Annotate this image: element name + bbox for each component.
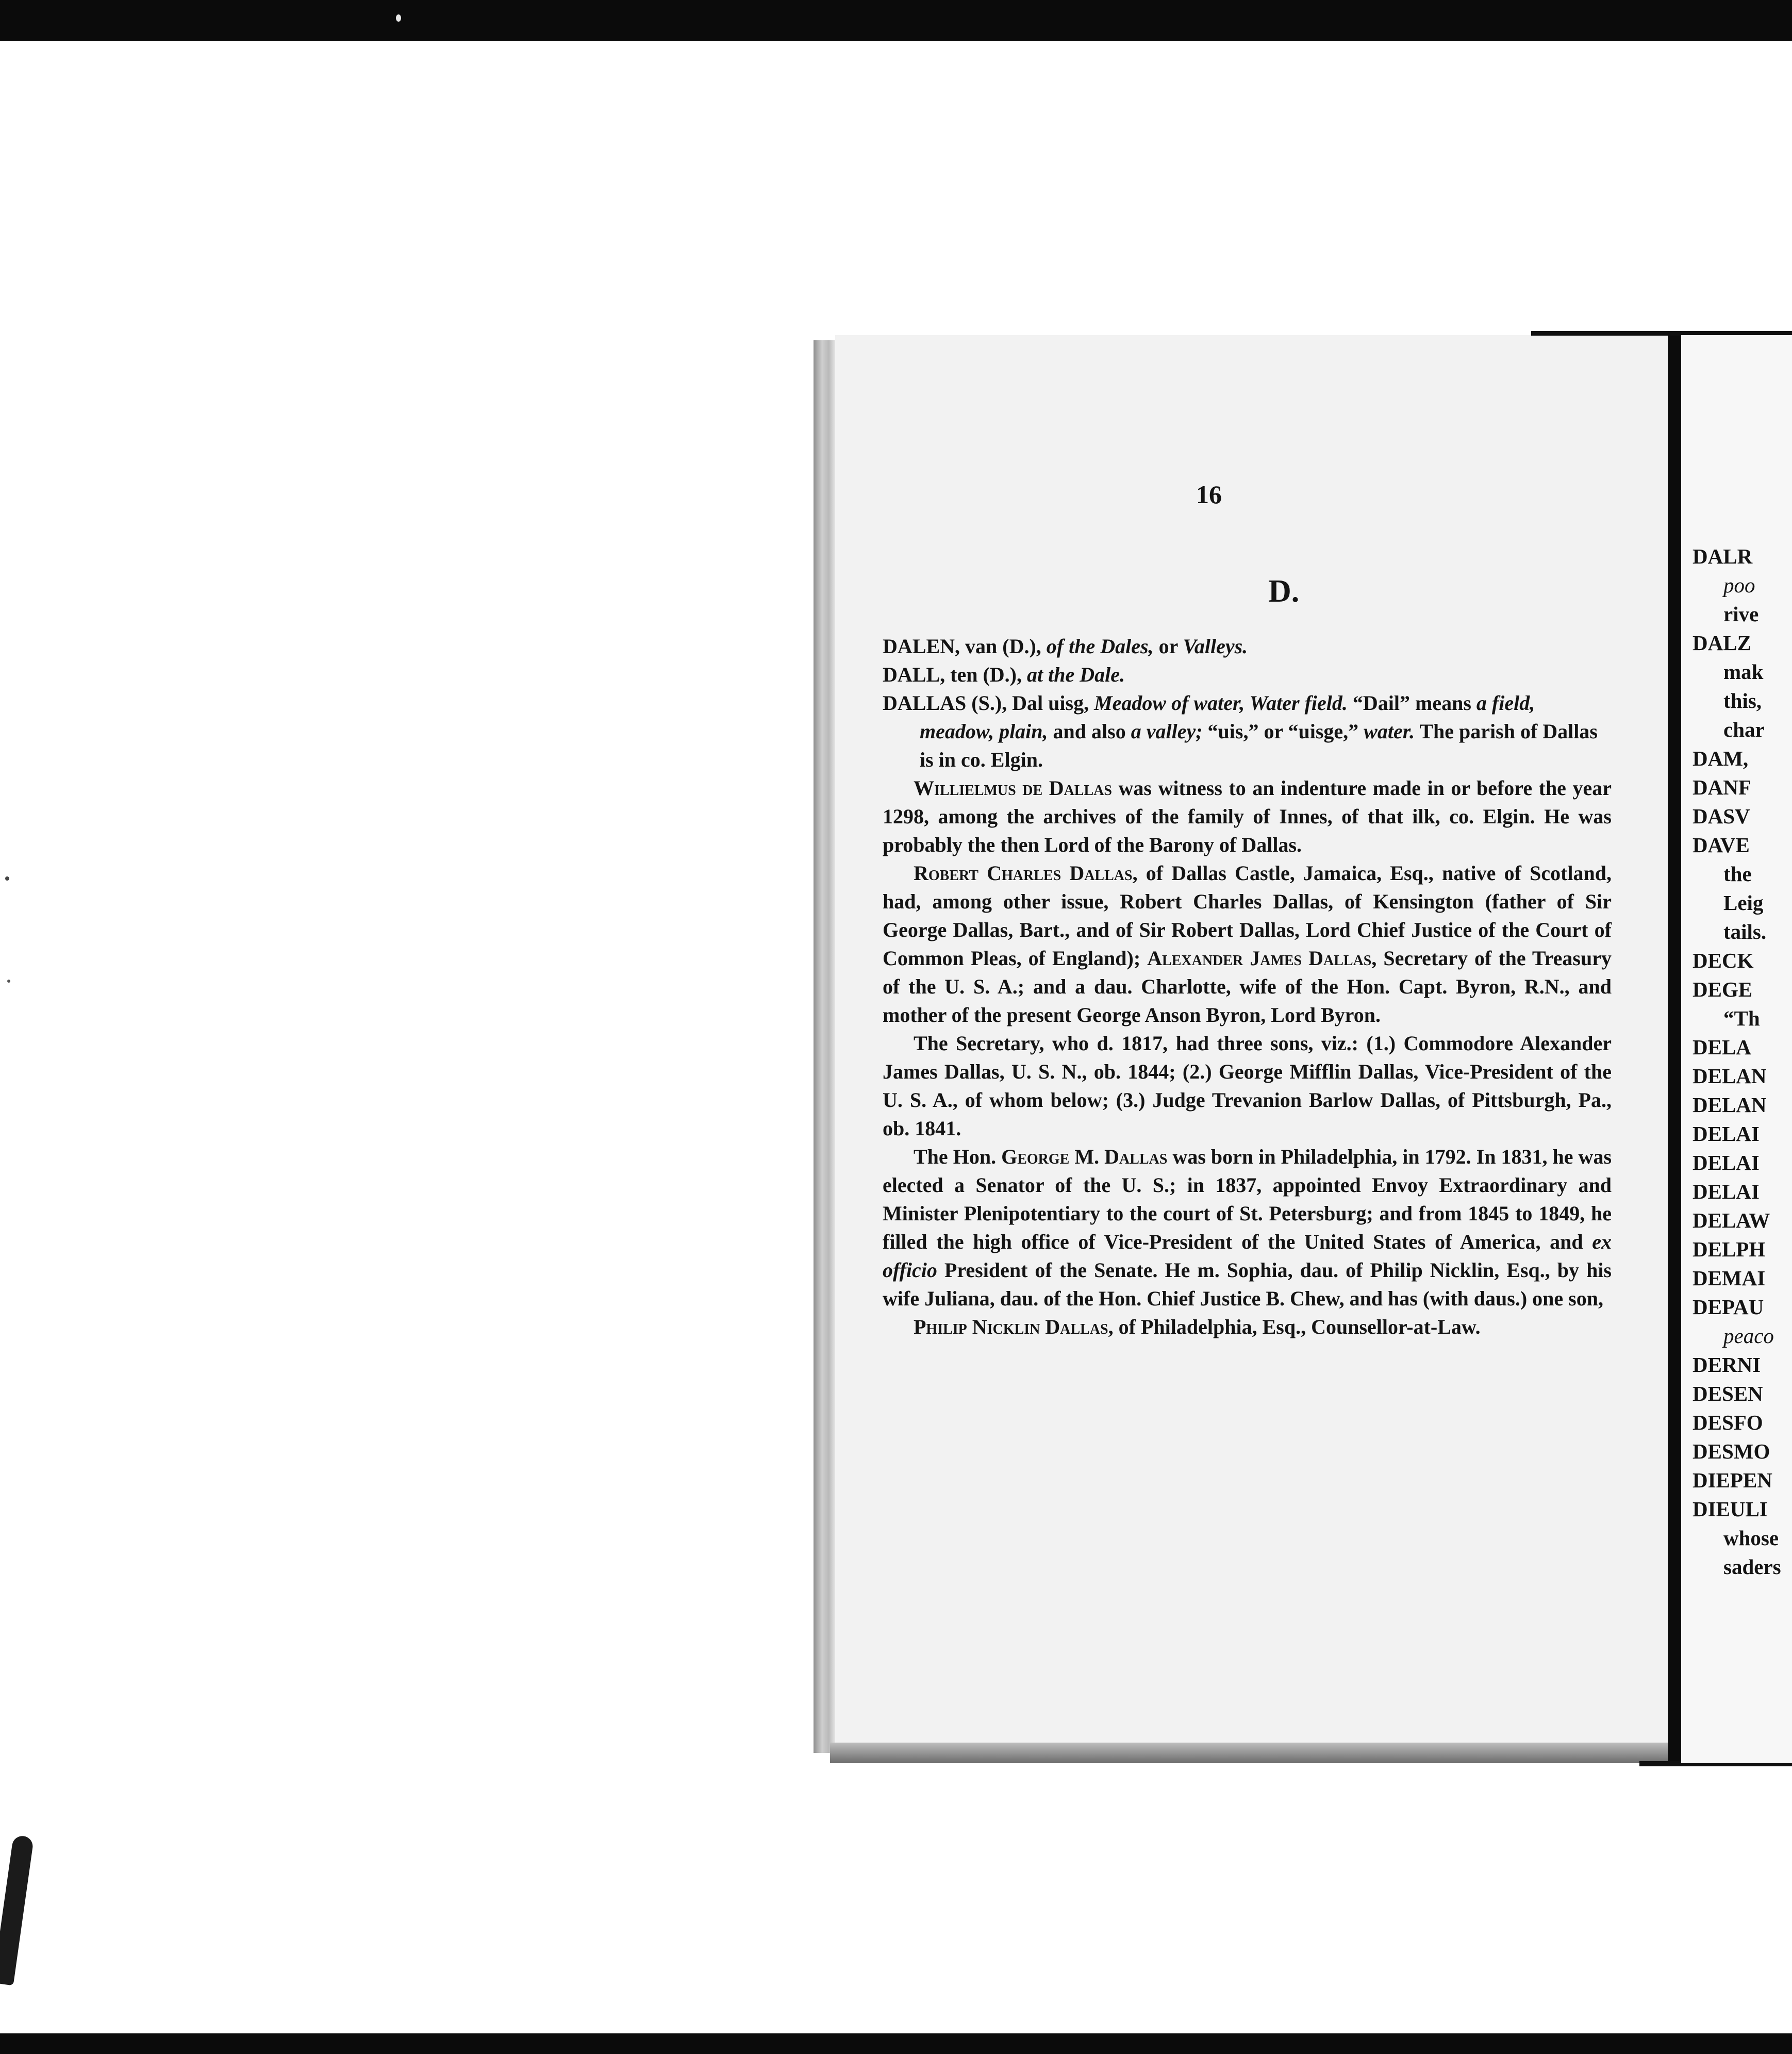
right-page-line: DEPAU — [1693, 1295, 1764, 1319]
entry-name: DALEN, van — [883, 635, 998, 658]
right-page-line: mak — [1723, 660, 1764, 684]
entry-origin: (D.), — [1002, 635, 1041, 658]
right-page-line: DIEULI — [1693, 1497, 1768, 1521]
right-page-line: DANF — [1693, 775, 1751, 799]
paragraph-text: , Secretary of the Treasury of the U. S. A.; and a dau. Charlotte, wife of the Hon. Capt. Byron, R.N., and mother of the present George Anson Byron, Lord Byron. — [883, 947, 1612, 1026]
paragraph-george-dallas — [883, 1142, 1612, 1313]
entry-meaning: of the Dales, — [1046, 635, 1154, 658]
entry-name: DALLAS — [883, 691, 967, 715]
entry-text: a field, meadow, plain, — [920, 691, 1535, 743]
right-page-line: DALZ — [1693, 631, 1751, 655]
entry-origin: (S.), Dal uisg, — [971, 691, 1089, 715]
right-page-line: saders — [1723, 1555, 1781, 1579]
entry-text: The parish of Dallas is in co. Elgin. — [920, 720, 1598, 771]
paragraph-text: , of Philadelphia, Esq., Counsellor-at-Law. — [1108, 1315, 1481, 1338]
right-page-line: DESFO — [1693, 1411, 1763, 1434]
right-page-line: DELAI — [1693, 1151, 1760, 1174]
person-name: Philip Nicklin Dallas — [914, 1315, 1108, 1338]
entry-text: “uis,” or “uisge,” — [1207, 720, 1359, 743]
page-body — [883, 632, 1612, 1341]
right-page-line: char — [1723, 718, 1765, 741]
scan-artifact-left — [0, 1835, 34, 1986]
right-page-line: DESMO — [1693, 1439, 1770, 1463]
entry-meaning: Valleys. — [1183, 635, 1248, 658]
entry-name: DALL, ten — [883, 663, 978, 686]
right-page-line: poo — [1723, 573, 1755, 597]
paragraph-text: The Secretary, who d. 1817, had three sons, viz.: (1.) Commodore Alexander James Dallas, U. S. N., ob. 1844; (2.) George Mifflin Dallas, Vice-President of the U. S. A., of whom below; (3.) Judge Trevanion Barlow Dallas, of Pittsburgh, Pa., ob. 1841. — [883, 1032, 1612, 1140]
right-page-line: DELAI — [1693, 1122, 1760, 1146]
right-page-line: DELPH — [1693, 1237, 1766, 1261]
book-gutter — [1668, 335, 1681, 1763]
entry-text: and also — [1053, 720, 1126, 743]
page-number: 16 — [1196, 480, 1222, 509]
scan-border-bottom — [0, 2033, 1792, 2054]
right-page-line: DESEN — [1693, 1382, 1763, 1405]
right-page-line: DIEPEN — [1693, 1468, 1772, 1492]
paragraph-text: , of Dallas Castle, Jamaica, Esq., native of Scotland, had, among other issue, Robert Charles Dallas, of Kensington (father of Sir George Dallas, Bart., and of Sir Robert Dallas, Lord Chief Justice of the Court of Common Pleas, of England); — [883, 862, 1612, 970]
right-page-line: peaco — [1723, 1324, 1774, 1348]
entry-meaning: Meadow of water, Water field. — [1094, 691, 1348, 715]
right-page-line: DECK — [1693, 949, 1754, 972]
person-name: Alexander James Dallas — [1147, 947, 1372, 970]
person-name: Willielmus de Dallas — [914, 776, 1112, 800]
right-page-line: DALR — [1693, 544, 1753, 568]
entry-origin: (D.), — [983, 663, 1022, 686]
right-page-line: the — [1723, 862, 1752, 886]
right-page-line: DELAW — [1693, 1208, 1770, 1232]
right-page-line: Leig — [1723, 891, 1764, 915]
right-page-fragment — [1681, 335, 1792, 1763]
paragraph-text: The Hon. — [914, 1145, 1002, 1168]
page-bottom-shadow — [830, 1743, 1668, 1763]
right-page-line: whose — [1723, 1526, 1779, 1550]
person-name: Robert Charles Dallas — [914, 862, 1133, 885]
entry-dalen — [883, 632, 1612, 660]
right-page-line: DELAN — [1693, 1064, 1767, 1088]
right-page-line: DAVE — [1693, 833, 1750, 857]
paragraph-text: ex officio — [883, 1230, 1612, 1282]
section-letter-heading: D. — [1268, 574, 1300, 609]
paragraph-secretary — [883, 1029, 1612, 1142]
paragraph-willielmus — [883, 774, 1612, 859]
entry-connector: or — [1158, 635, 1178, 658]
paragraph-philip-nicklin — [883, 1313, 1612, 1341]
entry-text: a valley; — [1131, 720, 1203, 743]
person-name: George M. Dallas — [1001, 1145, 1168, 1168]
right-page-line: DELAN — [1693, 1093, 1767, 1117]
entry-meaning: at the Dale. — [1026, 663, 1125, 686]
right-page-line: DELA — [1693, 1035, 1751, 1059]
scan-border-top — [0, 0, 1792, 41]
right-page-line: DAM, — [1693, 747, 1749, 770]
paragraph-robert-charles — [883, 859, 1612, 1029]
scan-speck-left — [7, 980, 10, 983]
paragraph-text: President of the Senate. He m. Sophia, dau. of Philip Nicklin, Esq., by his wife Juliana, dau. of the Hon. Chief Justice B. Chew, and has (with daus.) one son, — [883, 1258, 1612, 1310]
entry-dallas — [883, 689, 1612, 774]
paragraph-text: was witness to an indenture made in or before the year 1298, among the archives of the family of Innes, of that ilk, co. Elgin. He was probably the then Lord of the Barony of Dallas. — [883, 776, 1612, 856]
entry-dall — [883, 660, 1612, 689]
paragraph-text: was born in Philadelphia, in 1792. In 1831, he was elected a Senator of the U. S.; in 1837, appointed Envoy Extraordinary and Minister Plenipotentiary to the court of St. Petersburg; and from 1845 to 1849, he filled the high office of Vice-President of the United States of America, and — [883, 1145, 1612, 1253]
right-page-line: DASV — [1693, 804, 1750, 828]
right-page-line: “Th — [1723, 1006, 1760, 1030]
page-edge-shadow — [814, 340, 835, 1753]
right-page-line: tails. — [1723, 920, 1767, 943]
right-page-line: DERNI — [1693, 1353, 1761, 1377]
scan-speck — [396, 14, 401, 22]
entry-text: “Dail” means — [1352, 691, 1471, 715]
right-page-line: DEGE — [1693, 978, 1753, 1001]
right-page-line: DEMAI — [1693, 1266, 1766, 1290]
right-page-line: this, — [1723, 689, 1762, 713]
scan-speck-left — [5, 876, 9, 881]
right-page-line: rive — [1723, 602, 1759, 626]
right-page-line: DELAI — [1693, 1180, 1760, 1203]
entry-text: water. — [1364, 720, 1415, 743]
